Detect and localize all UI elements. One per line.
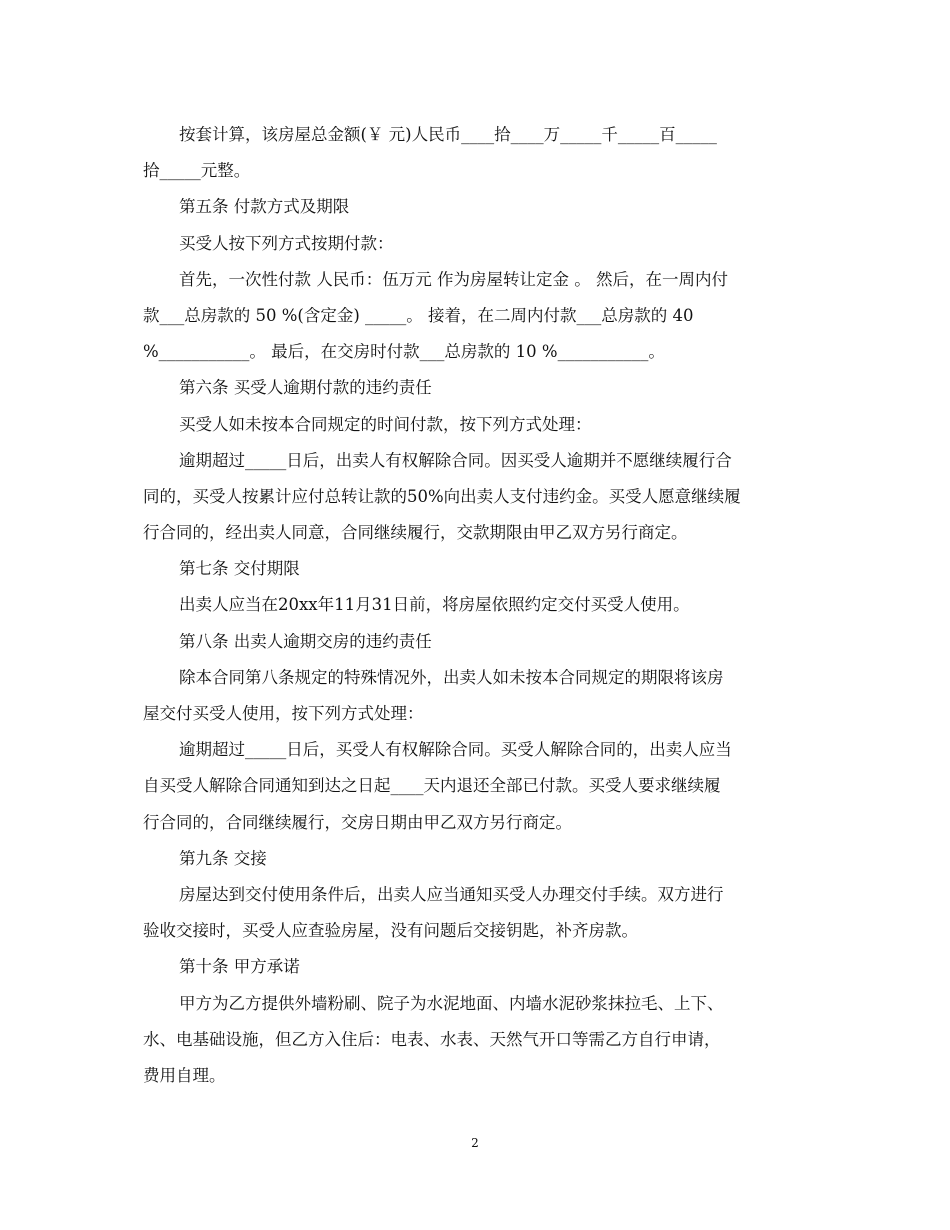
paragraph-line: 买受人如未按本合同规定的时间付款，按下列方式处理： xyxy=(179,414,592,434)
paragraph-line: 按套计算，该房屋总金额(￥ 元)人民币____拾____万_____千_____百_____ xyxy=(179,125,717,144)
paragraph-line: 行合同的，合同继续履行，交房日期由甲乙双方另行商定。 xyxy=(143,812,572,832)
page-number: 2 xyxy=(471,1136,479,1150)
section-heading: 第九条 交接 xyxy=(179,848,267,868)
paragraph-line: 拾_____元整。 xyxy=(143,161,251,181)
paragraph-line: 首先，一次性付款 人民币：伍万元 作为房屋转让定金 。 然后，在一周内付 xyxy=(179,269,728,289)
paragraph-line: 行合同的，经出卖人同意，合同继续履行，交款期限由甲乙双方另行商定。 xyxy=(143,523,688,543)
paragraph-line: 逾期超过_____日后，出卖人有权解除合同。因买受人逾期并不愿继续履行合 xyxy=(179,450,732,470)
section-heading: 第七条 交付期限 xyxy=(179,559,300,579)
paragraph-line: 出卖人应当在20xx年11月31日前，将房屋依照约定交付买受人使用。 xyxy=(179,595,690,615)
paragraph-line: 验收交接时，买受人应查验房屋，没有问题后交接钥匙，补齐房款。 xyxy=(143,921,638,941)
paragraph-line: 房屋达到交付使用条件后，出卖人应当通知买受人办理交付手续。双方进行 xyxy=(179,884,724,904)
paragraph-line: 买受人按下列方式按期付款： xyxy=(179,233,394,253)
paragraph-line: 屋交付买受人使用，按下列方式处理： xyxy=(143,704,424,723)
document-body xyxy=(143,117,811,1094)
paragraph-line: 水、电基础设施，但乙方入住后：电表、水表、天然气开口等需乙方自行申请， xyxy=(143,1029,721,1049)
section-heading: 第十条 甲方承诺 xyxy=(179,957,300,977)
paragraph-line: 款___总房款的 50 %(含定金) _____。 接着，在二周内付款___总房款的 40 xyxy=(143,305,694,325)
paragraph-line: 同的，买受人按累计应付总转让款的50%向出卖人支付违约金。买受人愿意继续履 xyxy=(143,486,741,506)
paragraph-line: 除本合同第八条规定的特殊情况外，出卖人如未按本合同规定的期限将该房 xyxy=(179,667,724,687)
section-heading: 第六条 买受人逾期付款的违约责任 xyxy=(179,378,432,398)
paragraph-line: 费用自理。 xyxy=(143,1065,226,1085)
section-heading: 第五条 付款方式及期限 xyxy=(179,197,350,217)
paragraph-line: 甲方为乙方提供外墙粉刷、院子为水泥地面、内墙水泥砂浆抹拉毛、上下、 xyxy=(179,993,724,1013)
section-heading: 第八条 出卖人逾期交房的违约责任 xyxy=(179,631,432,651)
paragraph-line: 自买受人解除合同通知到达之日起____天内退还全部已付款。买受人要求继续履 xyxy=(143,776,721,796)
paragraph-line: %___________。 最后，在交房时付款___总房款的 10 %___________。 xyxy=(143,342,665,362)
paragraph-line: 逾期超过_____日后，买受人有权解除合同。买受人解除合同的，出卖人应当 xyxy=(179,740,732,760)
